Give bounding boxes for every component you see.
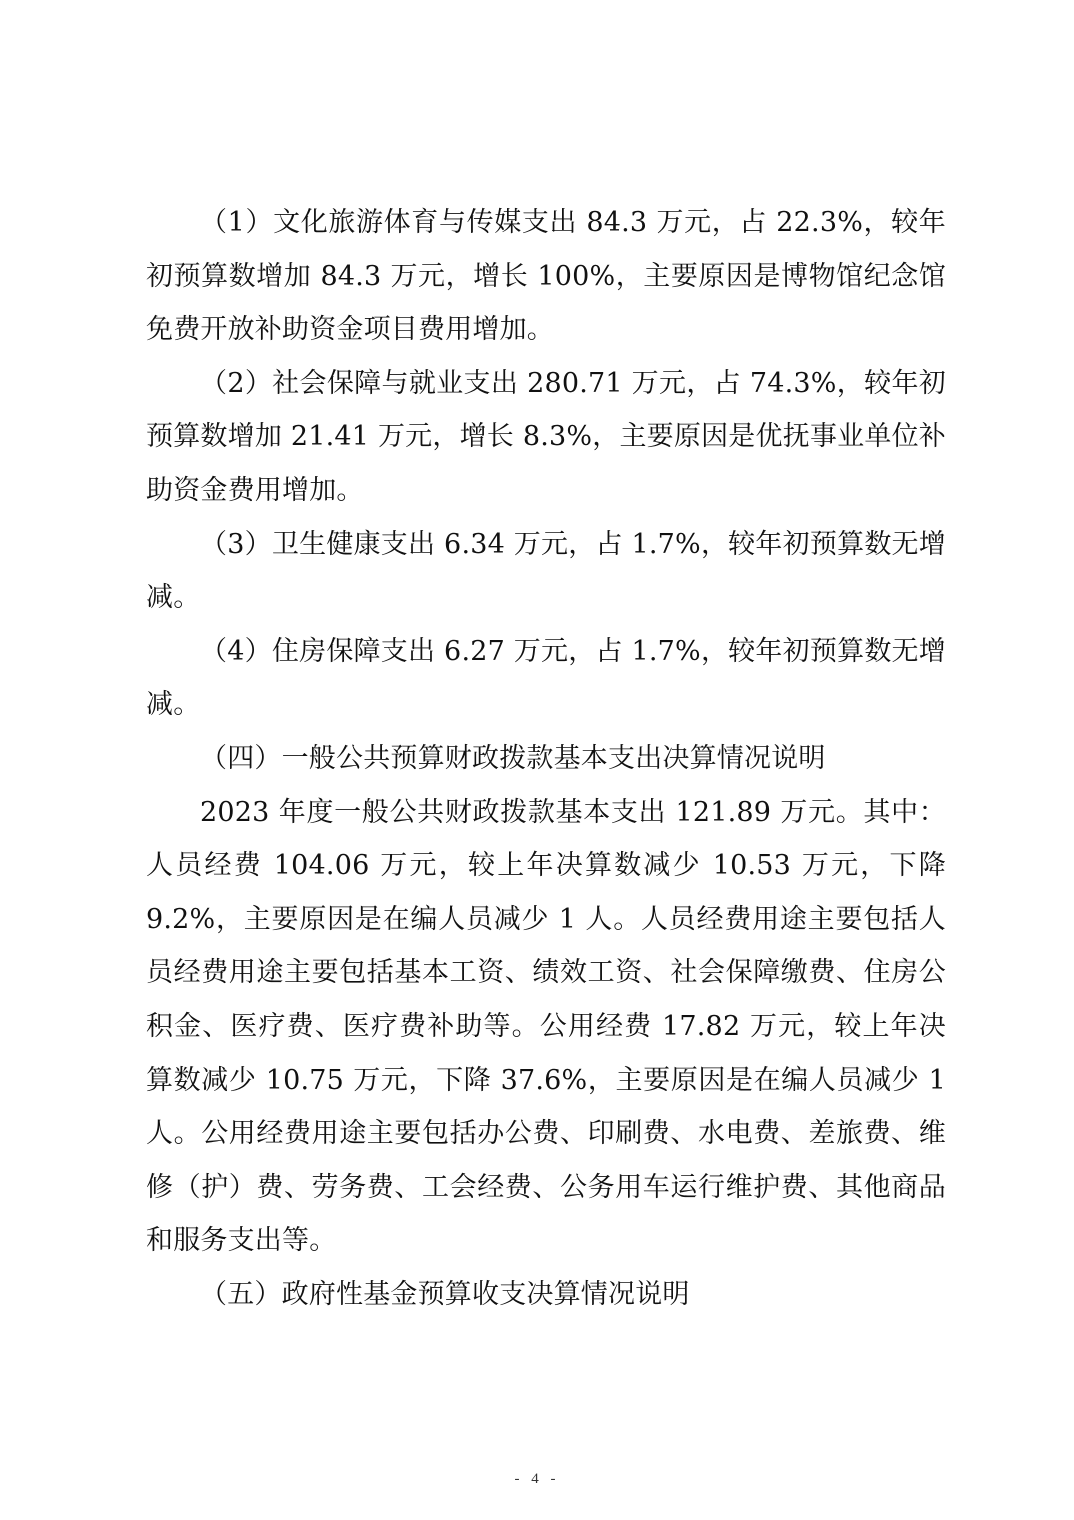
document-body (146, 196, 946, 1321)
section-heading-government-fund: （五）政府性基金预算收支决算情况说明 (200, 1278, 690, 1310)
paragraph-social-security-expenditure: （2）社会保障与就业支出 280.71 万元，占 74.3%，较年初预算数增加 21.41 万元，增长 8.3%，主要原因是优抚事业单位补助资金费用增加。 (146, 367, 946, 506)
paragraph-housing-expenditure: （4）住房保障支出 6.27 万元，占 1.7%，较年初预算数无增减。 (146, 635, 946, 721)
page-number: - 4 - (514, 1471, 560, 1487)
paragraph-basic-expenditure-details: 2023 年度一般公共财政拨款基本支出 121.89 万元。其中：人员经费 104.06 万元，较上年决算数减少 10.53 万元，下降 9.2%，主要原因是在编人员减少 1 人。人员经费用途主要包括人员经费用途主要包括基本工资、绩效工资、社会保障缴费、住房公积金、医疗费、医疗费补助等。公用经费 17.82 万元，较上年决算数减少 10.75 万元，下降 37.6%，主要原因是在编人员减少 1 人。公用经费用途主要包括办公费、印刷费、水电费、差旅费、维修（护）费、劳务费、工会经费、公务用车运行维护费、其他商品和服务支出等。 (146, 796, 946, 1257)
section-heading-basic-expenditure: （四）一般公共预算财政拨款基本支出决算情况说明 (200, 742, 826, 774)
paragraph-health-expenditure: （3）卫生健康支出 6.34 万元，占 1.7%，较年初预算数无增减。 (146, 528, 946, 614)
paragraph-culture-expenditure: （1）文化旅游体育与传媒支出 84.3 万元，占 22.3%，较年初预算数增加 84.3 万元，增长 100%，主要原因是博物馆纪念馆免费开放补助资金项目费用增加。 (146, 207, 946, 346)
